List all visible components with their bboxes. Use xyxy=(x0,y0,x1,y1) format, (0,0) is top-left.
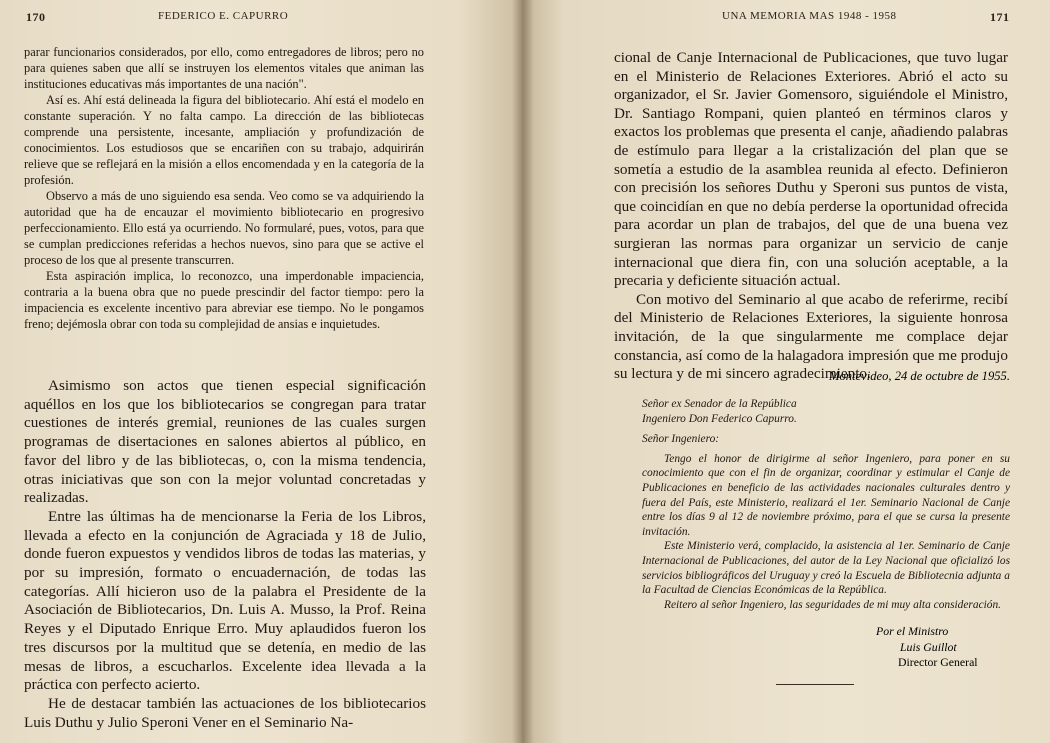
letter-address-line: Ingeniero Don Federico Capurro. xyxy=(642,412,797,425)
invitation-letter xyxy=(642,397,1010,612)
small-paragraph: parar funcionarios considerados, por ello, como entregadores de libros; pero no para quienes saben que allí se instruyen los elementos vitales que animan las instituciones educativas más importantes de una nación". xyxy=(24,45,424,91)
small-paragraph: Observo a más de uno siguiendo esa senda. Veo como se va adquiriendo la autoridad que ha de encauzar el movimiento bibliotecario en progresivo perfeccionamiento. Ello está ya ocurriendo. No formularé, pues, votos, para que se cumplan predicciones referidas a hechos nuevos, sino para que se active el proceso de los que al presente transcurren. xyxy=(24,189,424,267)
small-paragraph: Así es. Ahí está delineada la figura del bibliotecario. Ahí está el modelo en constante superación. Y no falta campo. La dirección de las bibliotecas comprende una persistente, incesante, ampliación y profundización de conocimientos. Los estudiosos que se encariñen con su trabajo, adquirirán relieve que se reflejará en la misión a ellos encomendada y en la categoría de la profesión. xyxy=(24,93,424,187)
body-paragraph: Entre las últimas ha de mencionarse la Feria de los Libros, llevada a efecto en la conjunción de Agraciada y 18 de Julio, donde fueron expuestos y vendidos libros de todas las materias, y por su impresión, formato o encuadernación, de todas las categorías. Allí hicieron uso de la palabra el Presidente de la Asociación de Bibliotecarios, Dn. Luis A. Musso, la Prof. Reina Reyes y el Diputado Enrique Erro. Muy aplaudidos fueron los tres discursos por la multitud que se detenía, en medio de las mesas de libros, a escucharlos. Excelente idea llevada a la práctica con perfecto acierto. xyxy=(24,507,426,694)
right-text-block xyxy=(614,49,1008,384)
letter-paragraph: Este Ministerio verá, complacido, la asistencia al 1er. Seminario de Canje Internacional de Publicaciones, del autor de la Ley Nacional que oficializó los servicios bibliográficos del Uruguay y creó la Escuela de Bibliotecnia adjunta a la Facultad de Ciencias Económicas de la República. xyxy=(642,540,1010,597)
page-number-left: 170 xyxy=(26,10,46,24)
letter-signer-title: Director General xyxy=(898,655,978,669)
letter-closing: Por el Ministro xyxy=(876,624,949,638)
letter-address-line: Señor ex Senador de la República xyxy=(642,398,797,410)
letter-salutation: Señor Ingeniero: xyxy=(642,433,720,446)
body-paragraph: Asimismo son actos que tienen especial significación aquéllos en los que los bibliotecarios se congregan para tratar cuestiones de interés gremial, reuniones de las cuales surgen programas de disertaciones en salones abiertos al público, en favor del libro y de las bibliotecas, o, con la misma tendencia, otras iniciativas que son con la mejor voluntad concretadas y realizadas. xyxy=(24,377,426,507)
body-paragraph: cional de Canje Internacional de Publicaciones, que tuvo lugar en el Ministerio de Relaciones Exteriores. Abrió el acto su organizador, el Sr. Javier Gomensoro, siguiéndole el Ministro, Dr. Santiago Rompani, quien planteó en términos claros y exactos los problemas que presenta el canje, añadiendo palabras de estímulo para llegar a la cristalización del plan que se sometía a estudio de la asamblea reunida al efecto. Definieron con precisión los señores Duthu y Speroni sus puntos de vista, que coincidían en que no debía perderse la oportunidad ofrecida para acordar un plan de trabajos, del que de una buena vez surgieran las normas para organizar un servicio de canje internacional que diera fin, con una solución aceptable, a la precaria y deficiente situación actual. xyxy=(614,49,1008,290)
running-head-left: FEDERICO E. CAPURRO xyxy=(158,10,289,22)
page-number-right: 171 xyxy=(990,10,1010,24)
letter-paragraph: Reitero al señor Ingeniero, las seguridades de mi muy alta consideración. xyxy=(664,598,1002,611)
body-paragraph: He de destacar también las actuaciones de los bibliotecarios Luis Duthu y Julio Speroni Vener en el Seminario Na- xyxy=(24,694,426,731)
book-gutter xyxy=(512,0,534,743)
running-head-right: UNA MEMORIA MAS 1948 - 1958 xyxy=(722,10,897,22)
letter-signer: Luis Guillot xyxy=(900,640,957,654)
section-divider xyxy=(776,684,854,685)
large-text-block xyxy=(24,377,426,732)
right-page xyxy=(522,0,1050,743)
small-paragraph: Esta aspiración implica, lo reconozco, una imperdonable impaciencia, contraria a la buena obra que no puede prescindir del factor tiempo: pero la impaciencia es excelente incentivo para abreviar ese tiempo. No le pongamos freno; dejémosla obrar con toda su complejidad de ansias e inquietudes. xyxy=(24,269,424,331)
left-page xyxy=(0,0,522,743)
letter-paragraph: Tengo el honor de dirigirme al señor Ingeniero, para poner en su conocimiento que con el fin de organizar, coordinar y estimular el Canje de Publicaciones en beneficio de las actividades nacionales culturales dentro y fuera del País, este Ministerio, realizará el 1er. Seminario Nacional de Canje entre los días 9 al 12 de noviembre próximo, para el que se cursa la presente invitación. xyxy=(642,452,1010,538)
body-paragraph: Con motivo del Seminario al que acabo de referirme, recibí del Ministerio de Relaciones Exteriores, la siguiente honrosa invitación, de la que singularmente me complace dejar constancia, así como de la halagadora impresión que me produjo su lectura y de mi sincero agradecimiento. xyxy=(614,290,1008,383)
small-text-block xyxy=(24,44,424,332)
letter-dateline: Montevideo, 24 de octubre de 1955. xyxy=(828,369,1010,383)
